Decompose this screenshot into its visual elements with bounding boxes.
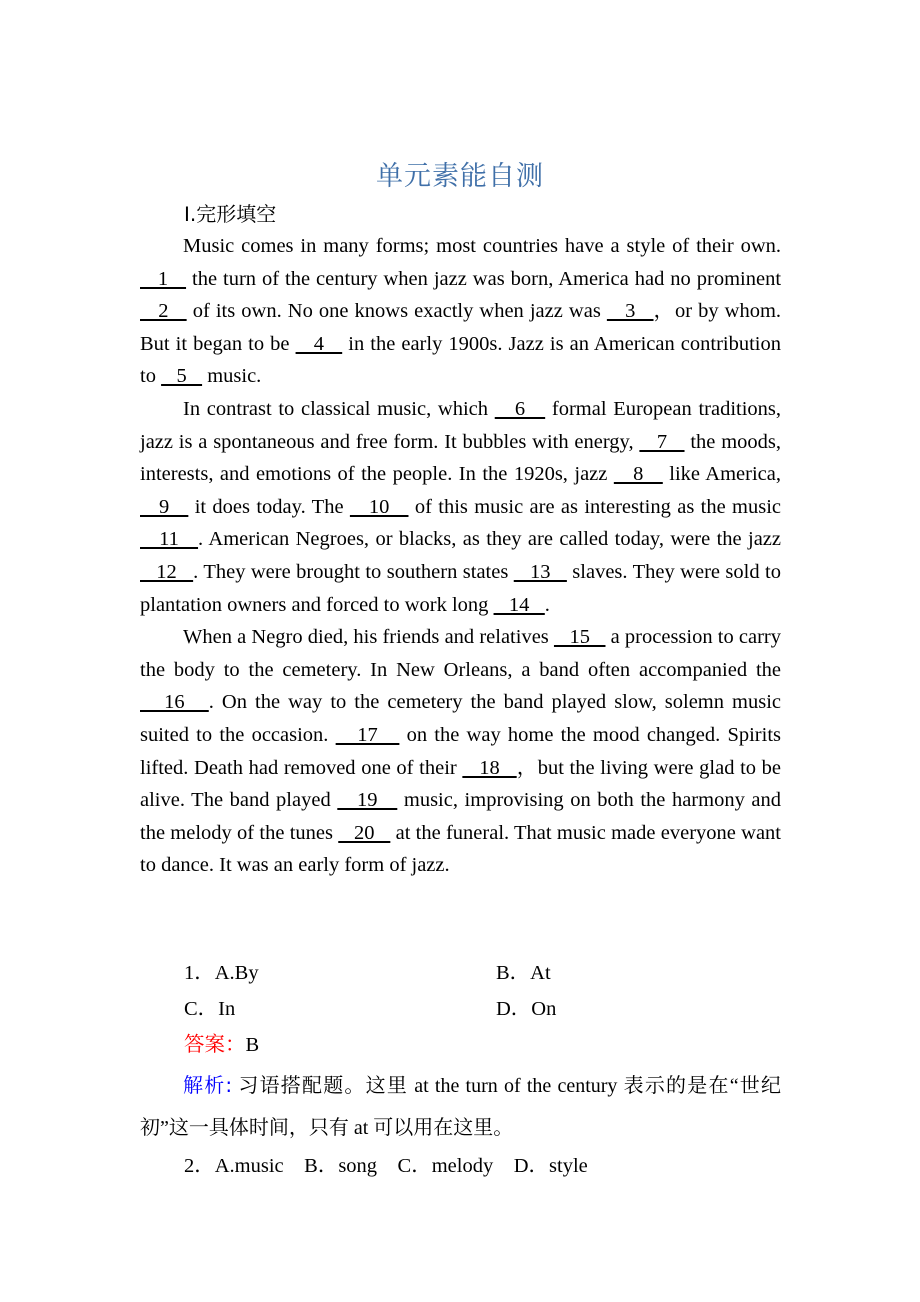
passage-text: When a Negro died, his friends and relatives (183, 626, 554, 649)
passage-paragraph (140, 393, 781, 621)
blank-13: 13 (513, 560, 567, 583)
option-a: 1．A.By (184, 962, 259, 984)
option-b: B．At (496, 962, 551, 984)
passage-text: slaves. They were sold to plantation owners and forced to work long (140, 560, 781, 616)
passage-text: the turn of the century when jazz was born, America had no prominent (186, 267, 782, 290)
passage-text: music. (202, 365, 262, 388)
section-numeral: Ⅰ (184, 204, 190, 226)
blank-15: 15 (553, 626, 606, 649)
passage-text: . They were brought to southern states (193, 560, 514, 583)
passage-text: on the way home the mood changed. Spirits lifted. Death had removed one of their (140, 723, 781, 779)
passage-text: of this music are as interesting as the music (408, 495, 782, 518)
passage-text: formal European traditions, jazz is a spontaneous and free form. It bubbles with energy, (140, 397, 782, 453)
passage-text: Music comes in many forms; most countries have a style of their own. (183, 235, 781, 257)
passage-text: ，or by whom. But it began to be (140, 300, 782, 355)
section-heading (184, 198, 276, 227)
explanation-text: 习语搭配题。这里 at the turn of the century 表示的是在“世纪初”这一具体时间，只有 at 可以用在这里。 (140, 1075, 781, 1139)
answer-label: 答案： (184, 1032, 246, 1056)
passage-text: . On the way to the cemetery the band played slow, solemn music suited to the occasion. (140, 691, 782, 746)
passage-text: . American Negroes, or blacks, as they are called today, were the jazz (198, 528, 781, 551)
cloze-passage (140, 230, 781, 882)
blank-10: 10 (349, 495, 409, 518)
blank-2: 2 (140, 300, 187, 323)
blank-1: 1 (140, 267, 187, 290)
option-d: D．On (496, 998, 557, 1020)
passage-text: ，but the living were glad to be alive. The band played (140, 756, 782, 812)
option-c: C．In (184, 998, 236, 1020)
blank-5: 5 (161, 365, 203, 388)
blank-16: 16 (140, 691, 209, 714)
blank-4: 4 (295, 332, 343, 355)
blank-20: 20 (338, 821, 391, 844)
blank-9: 9 (140, 495, 189, 518)
explanation-label: 解析: (183, 1073, 233, 1097)
section-label: .完形填空 (189, 202, 277, 226)
blank-3: 3 (606, 300, 654, 323)
blank-17: 17 (335, 723, 400, 746)
passage-text: . (544, 593, 550, 616)
blank-14: 14 (493, 593, 545, 616)
answer (184, 1027, 259, 1057)
passage-text: the moods, interests, and emotions of the people. In the 1920s, jazz (140, 430, 781, 486)
passage-text: like America, (662, 463, 782, 486)
blank-11: 11 (140, 528, 199, 551)
passage-text: at the funeral. That music made everyone want to dance. It was an early form of jazz. (140, 821, 781, 877)
page-title: 单元素能自测 (376, 161, 544, 192)
blank-19: 19 (337, 789, 398, 812)
blank-7: 7 (639, 430, 685, 453)
passage-paragraph (140, 621, 781, 882)
passage-paragraph (140, 230, 781, 393)
passage-text: music, improvising on both the harmony and the melody of the tunes (140, 789, 782, 844)
passage-text: of its own. No one knows exactly when jazz was (186, 300, 607, 323)
question-1-options-row1 (184, 955, 259, 985)
answer-value: B (245, 1034, 260, 1056)
passage-text: In contrast to classical music, which (183, 397, 495, 420)
passage-text: it does today. The (188, 495, 350, 518)
blank-8: 8 (613, 463, 663, 486)
explanation (140, 1064, 781, 1149)
passage-text: in the early 1900s. Jazz is an American contribution to (140, 332, 781, 388)
blank-12: 12 (140, 560, 194, 583)
blank-6: 6 (494, 397, 546, 420)
blank-18: 18 (462, 756, 517, 779)
passage-text: a procession to carry the body to the cemetery. In New Orleans, a band often accompanied the (140, 626, 781, 681)
question-2-options: 2．A.music B．song C．melody D．style (184, 1155, 588, 1177)
